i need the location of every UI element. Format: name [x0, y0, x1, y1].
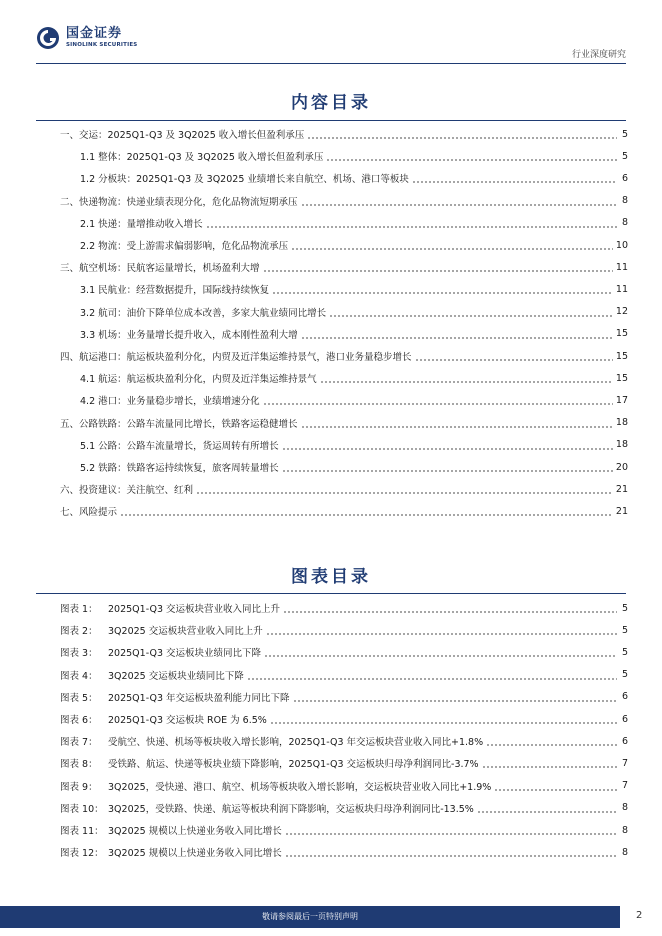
figure-entry-title: 3Q2025，受铁路、快递、航运等板块利润下降影响，交运板块归母净利润同比-13.5% [108, 803, 474, 815]
figure-label: 图表 10： [60, 803, 104, 815]
header-divider [36, 63, 626, 64]
figure-entry-title: 2025Q1-Q3 交运板块 ROE 为 6.5% [108, 715, 267, 726]
toc-title: 内容目录 [291, 93, 371, 113]
figure-entry-title: 受航空、快递、机场等板块收入增长影响，2025Q1-Q3 年交运板块营业收入同比+1.8% [108, 737, 484, 749]
toc-entry-title: 3.3 机场：业务量增长提升收入，成本刚性盈利大增 [80, 329, 298, 341]
toc-entry-title: 七、风险提示 [60, 507, 118, 519]
dot-leader [482, 757, 617, 769]
figure-entry[interactable] [60, 754, 628, 772]
dot-leader [283, 602, 617, 614]
figure-entry-page: 7 [621, 757, 628, 769]
toc-entry[interactable] [60, 414, 628, 432]
figure-entry[interactable] [60, 732, 628, 750]
figure-label: 图表 1： [60, 604, 98, 615]
toc-entry-page: 5 [621, 150, 628, 162]
dot-leader [412, 172, 617, 184]
toc-entry-page: 15 [615, 350, 628, 362]
dot-leader [263, 261, 613, 273]
toc-entry-title: 四、航运港口：航运板块盈利分化，内贸及近洋集运维持景气，港口业务量稳步增长 [60, 352, 412, 363]
figure-entry-title: 3Q2025 规模以上快递业务收入同比增长 [108, 826, 282, 837]
figure-entry-title: 3Q2025 交运板块营业收入同比上升 [108, 626, 263, 638]
figure-entry-title: 3Q2025 规模以上快递业务收入同比增长 [108, 848, 282, 860]
toc-entry[interactable] [80, 236, 628, 254]
dot-leader [285, 846, 617, 858]
figures-title-divider [36, 593, 626, 594]
toc-entry-title: 2.2 物流：受上游需求偏弱影响，危化品物流承压 [80, 241, 289, 252]
figure-entry-title: 2025Q1-Q3 年交运板块盈利能力同比下降 [108, 692, 290, 704]
toc-entry-title: 4.1 航运：航运板块盈利分化，内贸及近洋集运维持景气 [80, 374, 317, 386]
figure-label: 图表 9： [60, 781, 98, 793]
figure-entry[interactable] [60, 599, 628, 617]
figure-entry[interactable] [60, 643, 628, 661]
dot-leader [320, 372, 613, 384]
toc-entry-page: 11 [615, 261, 628, 273]
dot-leader [263, 394, 613, 406]
figure-entry[interactable] [60, 710, 628, 728]
dot-leader [326, 150, 617, 162]
dot-leader [301, 417, 613, 429]
figure-entry[interactable] [60, 688, 628, 706]
figure-label: 图表 6： [60, 715, 98, 726]
figure-entry-page: 5 [621, 646, 628, 658]
figure-entry-page: 6 [621, 691, 628, 703]
dot-leader [285, 824, 617, 836]
dot-leader [266, 624, 617, 636]
toc-entry[interactable] [60, 347, 628, 365]
toc-entry[interactable] [80, 458, 628, 476]
figure-entry[interactable] [60, 621, 628, 639]
dot-leader [247, 669, 617, 681]
toc-entry-title: 一、交运：2025Q1-Q3 及 3Q2025 收入增长但盈利承压 [60, 130, 305, 141]
dot-leader [206, 217, 617, 229]
figure-entry-page: 8 [621, 824, 628, 836]
figure-entry-page: 8 [621, 802, 628, 814]
toc-entry[interactable] [60, 480, 628, 498]
figure-entry-title: 2025Q1-Q3 交运板块业绩同比下降 [108, 648, 262, 660]
toc-entry-page: 5 [621, 128, 628, 140]
figure-label: 图表 2： [60, 626, 98, 638]
toc-entry-title: 4.2 港口：业务量稳步增长，业绩增速分化 [80, 396, 260, 408]
figure-entry-title: 3Q2025 交运板块业绩同比下降 [108, 670, 244, 682]
logo-chinese-name: 国金证券 [66, 26, 123, 41]
dot-leader [301, 328, 613, 340]
figure-label: 图表 4： [60, 670, 98, 682]
toc-entry-page: 18 [615, 439, 628, 451]
toc-entry-title: 3.1 民航业：经营数据提升，国际线持续恢复 [80, 285, 270, 297]
figure-entry-title: 2025Q1-Q3 交运板块营业收入同比上升 [108, 604, 281, 615]
disclaimer-note: 敬请参阅最后一页特别声明 [262, 912, 358, 921]
toc-entry-title: 5.1 公路：公路车流量增长，货运周转有所增长 [80, 440, 279, 452]
figure-entry-page: 6 [621, 735, 628, 747]
figure-entry-page: 5 [621, 624, 628, 636]
document-type: 行业深度研究 [571, 50, 626, 60]
figure-entry[interactable] [60, 799, 628, 817]
figure-entry-title: 3Q2025，受快递、港口、航空、机场等板块收入增长影响，交运板块营业收入同比+1.9% [108, 781, 492, 793]
toc-entry[interactable] [60, 192, 628, 210]
figure-entry[interactable] [60, 777, 628, 795]
toc-entry-page: 21 [615, 483, 628, 495]
dot-leader [494, 780, 617, 792]
dot-leader [477, 802, 617, 814]
figure-entry-page: 8 [621, 846, 628, 858]
figure-entry-title: 受铁路、航运、快递等板块业绩下降影响，2025Q1-Q3 交运板块归母净利润同比-3.7% [108, 759, 479, 771]
toc-entry-page: 15 [615, 328, 628, 340]
dot-leader [270, 713, 617, 725]
toc-entry-title: 5.2 铁路：铁路客运持续恢复，旅客周转量增长 [80, 463, 279, 474]
dot-leader [196, 483, 613, 495]
toc-entry-page: 17 [615, 394, 628, 406]
toc-entry-title: 三、航空机场：民航客运量增长，机场盈利大增 [60, 263, 260, 275]
toc-entry[interactable] [80, 147, 628, 165]
figure-entry-page: 6 [621, 713, 628, 725]
toc-entry-title: 二、快递物流：快递业绩表现分化，危化品物流短期承压 [60, 196, 298, 208]
dot-leader [415, 350, 613, 362]
toc-entry[interactable] [80, 169, 628, 187]
figure-label: 图表 5： [60, 692, 98, 704]
toc-entry[interactable] [80, 325, 628, 343]
page-header [0, 0, 662, 66]
toc-entry-page: 8 [621, 195, 628, 207]
toc-entry-title: 五、公路铁路：公路车流量同比增长，铁路客运稳健增长 [60, 418, 298, 430]
toc-entry-page: 10 [615, 239, 628, 251]
toc-entry-page: 8 [621, 217, 628, 229]
dot-leader [307, 128, 617, 140]
dot-leader [293, 691, 617, 703]
toc-entry-page: 18 [615, 417, 628, 429]
figure-entry-page: 7 [621, 780, 628, 792]
dot-leader [301, 195, 617, 207]
company-logo [36, 26, 137, 50]
figure-entry-page: 5 [621, 602, 628, 614]
figure-entry-page: 5 [621, 669, 628, 681]
figure-entry[interactable] [60, 821, 628, 839]
logo-mark-icon [36, 26, 60, 50]
toc-entry[interactable] [80, 436, 628, 454]
toc-entry-page: 15 [615, 372, 628, 384]
toc-entry[interactable] [60, 258, 628, 276]
dot-leader [264, 646, 617, 658]
dot-leader [486, 735, 617, 747]
figure-label: 图表 8： [60, 759, 98, 771]
figure-label: 图表 3： [60, 648, 98, 660]
toc-entry[interactable] [60, 502, 628, 520]
figures-title: 图表目录 [291, 567, 371, 587]
dot-leader [282, 439, 613, 451]
page-number: 2 [636, 910, 643, 921]
toc-entry[interactable] [80, 214, 628, 232]
dot-leader [272, 283, 613, 295]
toc-entry-page: 20 [615, 461, 628, 473]
figure-label: 图表 12： [60, 848, 104, 860]
toc-entry-page: 11 [615, 283, 628, 295]
toc-entry-title: 六、投资建议：关注航空、红利 [60, 485, 194, 497]
figure-label: 图表 11： [60, 826, 104, 837]
figure-entry[interactable] [60, 666, 628, 684]
toc-entry[interactable] [80, 303, 628, 321]
figure-label: 图表 7： [60, 737, 98, 749]
toc-entry-page: 21 [615, 505, 628, 517]
toc-entry[interactable] [60, 125, 628, 143]
figure-entry[interactable] [60, 843, 628, 861]
logo-english-name: SINOLINK SECURITIES [66, 42, 138, 48]
toc-entry-title: 1.2 分板块：2025Q1-Q3 及 3Q2025 业绩增长来自航空、机场、港口等板块 [80, 174, 409, 186]
toc-entry[interactable] [80, 391, 628, 409]
dot-leader [282, 461, 613, 473]
toc-entry[interactable] [80, 280, 628, 298]
page-footer [0, 906, 620, 928]
toc-entry-title: 1.1 整体：2025Q1-Q3 及 3Q2025 收入增长但盈利承压 [80, 152, 324, 164]
dot-leader [329, 306, 613, 318]
dot-leader [120, 505, 613, 517]
toc-entry-title: 2.1 快递：量增推动收入增长 [80, 218, 203, 230]
toc-title-divider [36, 120, 626, 121]
toc-entry-page: 12 [615, 306, 628, 318]
toc-entry-title: 3.2 航司：油价下降单位成本改善，多家大航业绩同比增长 [80, 307, 327, 319]
toc-entry-page: 6 [621, 172, 628, 184]
dot-leader [291, 239, 613, 251]
toc-entry[interactable] [80, 369, 628, 387]
